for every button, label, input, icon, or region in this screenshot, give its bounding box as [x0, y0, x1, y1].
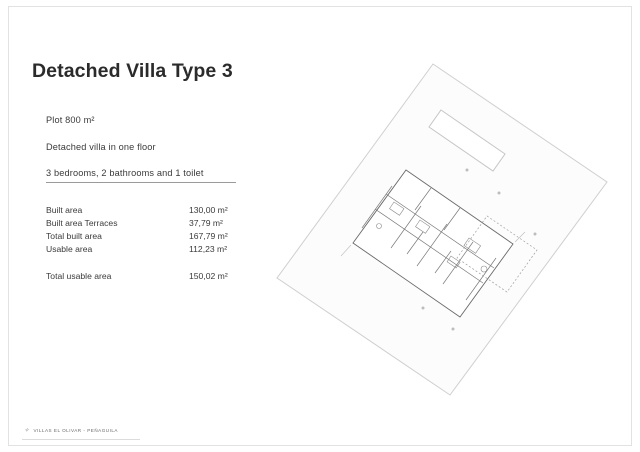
total-value: 150,02 m² [189, 271, 228, 281]
table-row [46, 204, 259, 217]
area-label: Usable area [46, 244, 93, 254]
area-label: Total built area [46, 231, 102, 241]
area-label: Built area Terraces [46, 218, 118, 228]
area-value: 130,00 m² [189, 205, 228, 215]
area-value: 112,23 m² [189, 244, 228, 254]
table-row [46, 243, 259, 256]
rooms-text: 3 bedrooms, 2 bathrooms and 1 toilet [46, 168, 204, 178]
area-label: Built area [46, 205, 83, 215]
total-usable-area-row [46, 270, 259, 283]
footer-divider [22, 439, 140, 440]
areas-table [46, 204, 259, 256]
total-label: Total usable area [46, 271, 112, 281]
footer [24, 427, 118, 434]
table-row [46, 270, 259, 283]
footer-text: VILLAS EL OLIVAR - PEÑAGUILA [33, 428, 118, 433]
plot-size-text: Plot 800 m² [46, 115, 95, 125]
floors-text: Detached villa in one floor [46, 142, 156, 152]
leaf-icon: ✧ [24, 428, 30, 434]
divider [46, 182, 236, 183]
area-value: 167,79 m² [189, 231, 228, 241]
table-row [46, 217, 259, 230]
floor-plan-drawing [255, 42, 625, 412]
area-value: 37,79 m² [189, 218, 223, 228]
page-title: Detached Villa Type 3 [32, 60, 233, 82]
table-row [46, 230, 259, 243]
